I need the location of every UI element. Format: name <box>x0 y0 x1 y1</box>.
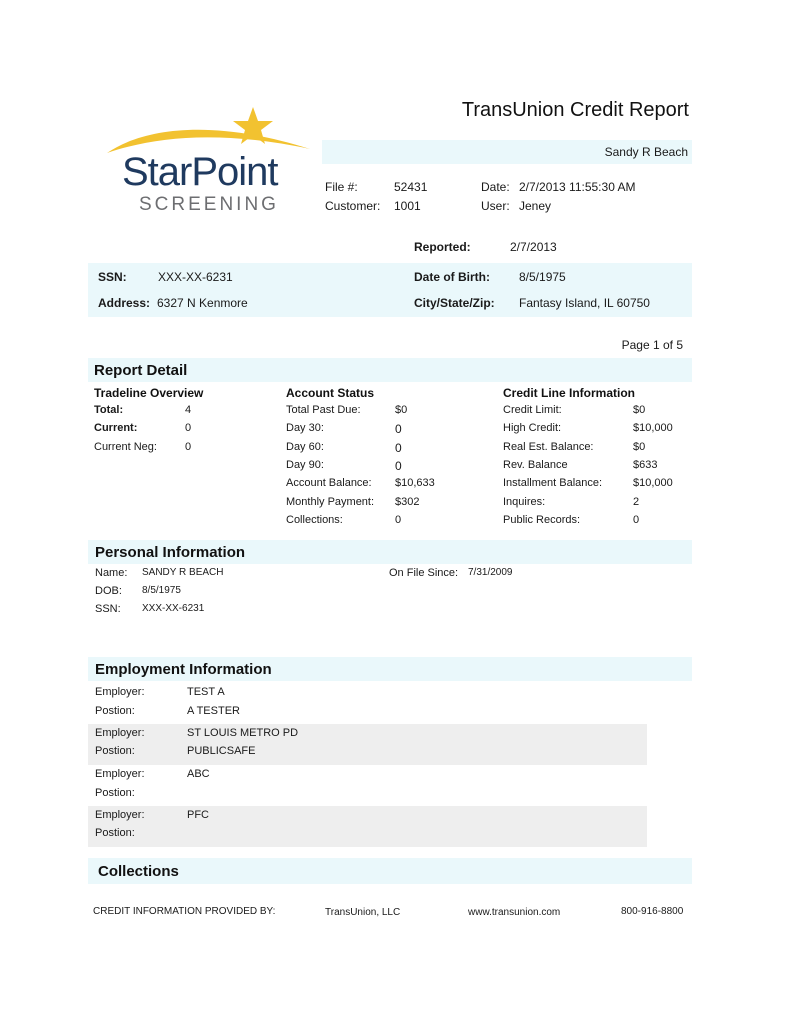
position-label: Postion: <box>95 705 135 717</box>
employer-label: Employer: <box>95 809 145 821</box>
employer-value: ABC <box>187 768 210 780</box>
account-status-title: Account Status <box>286 386 375 400</box>
account-status-label: Day 90: <box>286 459 324 471</box>
credit-line-label: High Credit: <box>503 422 562 434</box>
employment-title: Employment Information <box>95 661 272 678</box>
user-value: Jeney <box>519 199 552 213</box>
employer-label: Employer: <box>95 727 145 739</box>
tradeline-value: 4 <box>185 404 192 416</box>
personal-ssn-value: XXX-XX-6231 <box>142 603 205 614</box>
report-detail-title: Report Detail <box>94 362 188 379</box>
account-status-label: Day 30: <box>286 422 324 434</box>
personal-info-title: Personal Information <box>95 544 246 561</box>
city-state-zip-value: Fantasy Island, IL 60750 <box>519 296 650 310</box>
logo-subtitle: SCREENING <box>139 194 279 215</box>
reported-value: 2/7/2013 <box>510 240 557 254</box>
credit-line-value: $0 <box>633 441 646 453</box>
customer-value: 1001 <box>394 199 421 213</box>
employer-label: Employer: <box>95 768 145 780</box>
credit-line-title: Credit Line Information <box>503 386 635 400</box>
tradeline-label: Current: <box>94 422 138 434</box>
credit-line-label: Rev. Balance <box>503 459 568 471</box>
account-status-value: $302 <box>395 496 420 508</box>
footer-phone: 800-916-8800 <box>621 906 684 917</box>
tradeline-title: Tradeline Overview <box>94 386 204 400</box>
personal-ssn-label: SSN: <box>95 603 121 615</box>
account-status-label: Day 60: <box>286 441 324 453</box>
account-status-value: 0 <box>395 459 402 473</box>
account-status-value: $0 <box>395 404 408 416</box>
file-label: File #: <box>325 180 358 194</box>
account-status-label: Account Balance: <box>286 477 372 489</box>
collections-title: Collections <box>98 863 179 880</box>
position-label: Postion: <box>95 787 135 799</box>
customer-label: Customer: <box>325 199 381 213</box>
address-value: 6327 N Kenmore <box>157 296 248 310</box>
date-label: Date: <box>481 180 510 194</box>
personal-name-label: Name: <box>95 567 128 579</box>
employment-record-shade <box>88 724 647 765</box>
position-label: Postion: <box>95 745 135 757</box>
account-status-label: Collections: <box>286 514 343 526</box>
logo-brand: StarPoint <box>122 150 278 194</box>
employer-value: ST LOUIS METRO PD <box>187 727 299 739</box>
credit-line-label: Real Est. Balance: <box>503 441 594 453</box>
employer-value: TEST A <box>187 686 225 698</box>
tradeline-value: 0 <box>185 441 192 453</box>
footer-provided-by: CREDIT INFORMATION PROVIDED BY: <box>93 906 276 917</box>
account-status-value: 0 <box>395 422 402 436</box>
account-status-value: $10,633 <box>395 477 435 489</box>
credit-line-label: Public Records: <box>503 514 581 526</box>
ssn-label: SSN: <box>98 270 127 284</box>
credit-line-value: $10,000 <box>633 477 673 489</box>
account-status-label: Total Past Due: <box>286 404 361 416</box>
account-status-value: 0 <box>395 441 402 455</box>
on-file-since-label: On File Since: <box>389 567 459 579</box>
position-label: Postion: <box>95 827 135 839</box>
credit-line-label: Credit Limit: <box>503 404 562 416</box>
tradeline-value: 0 <box>185 422 192 434</box>
dob-value: 8/5/1975 <box>519 270 566 284</box>
credit-line-value: $10,000 <box>633 422 673 434</box>
personal-name-value: SANDY R BEACH <box>142 567 224 578</box>
account-status-value: 0 <box>395 514 402 526</box>
tradeline-label: Current Neg: <box>94 441 157 453</box>
position-value: A TESTER <box>187 705 240 717</box>
credit-line-label: Inquires: <box>503 496 546 508</box>
report-title: TransUnion Credit Report <box>461 99 689 121</box>
address-label: Address: <box>98 296 151 310</box>
user-label: User: <box>481 199 510 213</box>
file-value: 52431 <box>394 180 428 194</box>
position-value: PUBLICSAFE <box>187 745 256 757</box>
dob-label: Date of Birth: <box>414 270 490 284</box>
account-status-label: Monthly Payment: <box>286 496 375 508</box>
personal-dob-value: 8/5/1975 <box>142 585 181 596</box>
date-value: 2/7/2013 11:55:30 AM <box>519 180 636 194</box>
page-indicator: Page 1 of 5 <box>621 338 683 352</box>
employer-label: Employer: <box>95 686 145 698</box>
tradeline-label: Total: <box>94 404 124 416</box>
credit-line-label: Installment Balance: <box>503 477 603 489</box>
credit-line-value: 0 <box>633 514 640 526</box>
employment-record-shade <box>88 806 647 847</box>
credit-line-value: $633 <box>633 459 658 471</box>
credit-line-value: $0 <box>633 404 646 416</box>
credit-line-value: 2 <box>633 496 640 508</box>
employer-value: PFC <box>187 809 209 821</box>
on-file-since-value: 7/31/2009 <box>468 567 513 578</box>
footer-website[interactable]: www.transunion.com <box>468 907 561 918</box>
subject-name: Sandy R Beach <box>604 145 688 159</box>
personal-dob-label: DOB: <box>95 585 122 597</box>
footer-provider: TransUnion, LLC <box>325 907 401 918</box>
ssn-value: XXX-XX-6231 <box>158 270 233 284</box>
city-state-zip-label: City/State/Zip: <box>414 296 495 310</box>
reported-label: Reported: <box>414 240 471 254</box>
